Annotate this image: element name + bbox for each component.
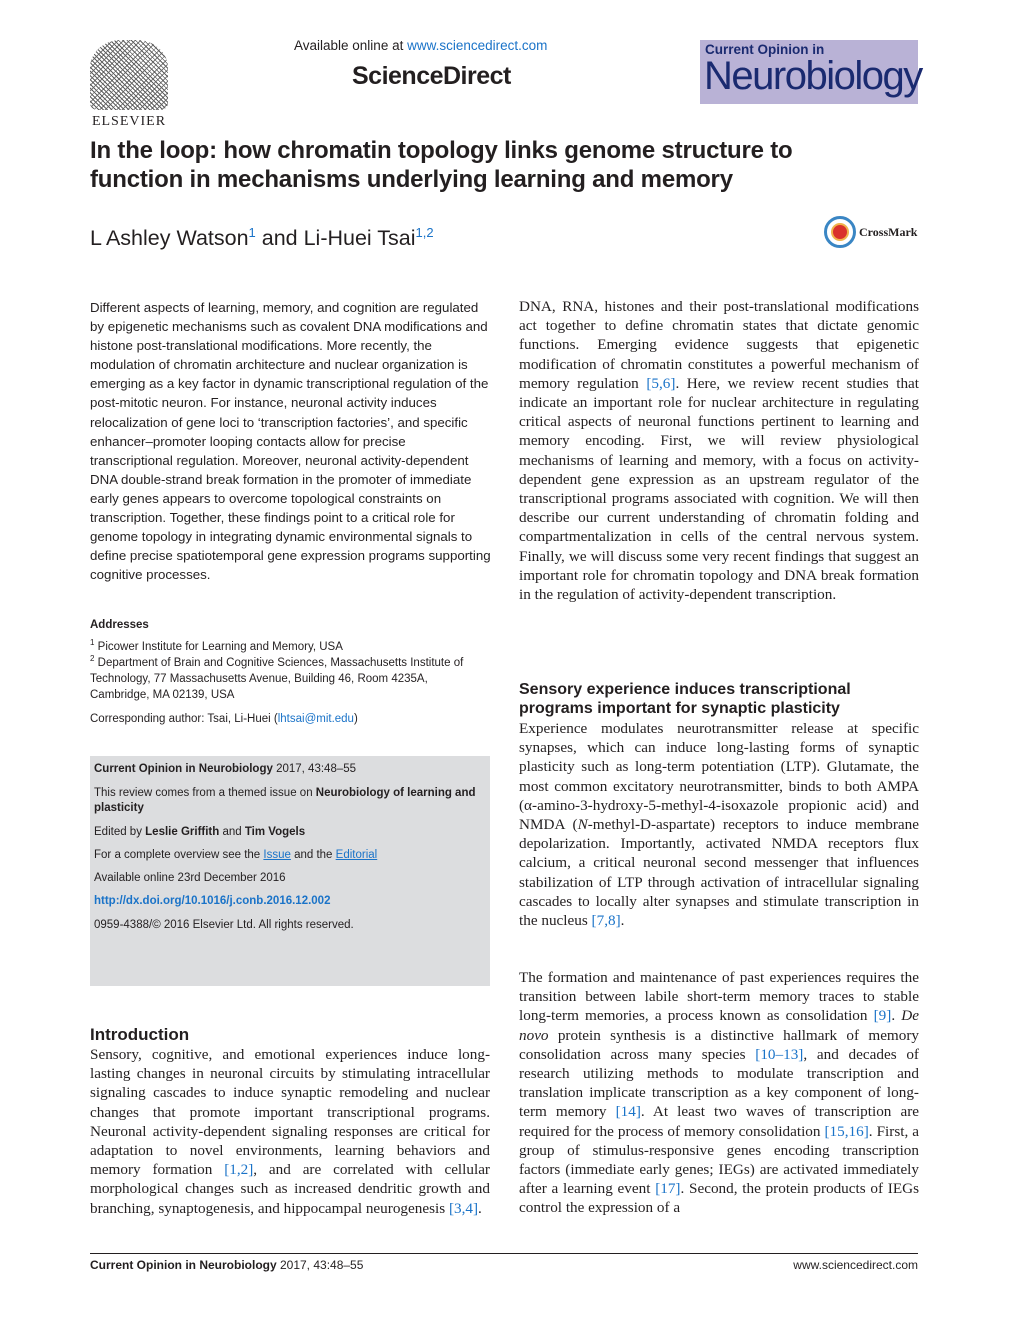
author-1: L Ashley Watson [90, 226, 249, 251]
address-2-text: Department of Brain and Cognitive Sciences, Massachusetts Institute of Technology, 77 Massachusetts Avenue, Building 46, Room 4235A, Cambridge, MA 02139, USA [90, 656, 464, 701]
info-editor-1: Leslie Griffith [145, 826, 220, 838]
address-1-num: 1 [90, 638, 95, 647]
right-paragraph-3 [519, 968, 919, 1218]
authors [90, 225, 434, 251]
crossmark-label: CrossMark [859, 224, 918, 239]
info-doi [94, 894, 486, 909]
introduction-paragraph [90, 1045, 490, 1218]
article-info-box [90, 756, 490, 986]
info-themed-issue: Neurobiology of learning and plasticity [94, 787, 476, 814]
corresponding-author [90, 713, 358, 725]
right-p3-italic: De novo [519, 1007, 919, 1044]
doi-link[interactable]: http://dx.doi.org/10.1016/j.conb.2016.12.002 [94, 895, 331, 907]
right-p2-italic: N [577, 816, 588, 834]
article-title: In the loop: how chromatin topology links genome structure to function in mechanisms underlying learning and memory [90, 137, 793, 193]
issue-link[interactable]: Issue [263, 849, 291, 861]
crossmark-button[interactable] [824, 216, 917, 248]
journal-logo-top: Current Opinion in [705, 42, 825, 57]
right-p3-text-d: , and decades of research utilizing methods to modulate transcription and translation implicate transcription as a key component of long-term memory [519, 1045, 919, 1121]
author-2-affiliation[interactable]: 1,2 [415, 225, 434, 240]
citation-link[interactable]: [9] [873, 1007, 892, 1025]
intro-text-2: , and are correlated with cellular morphological changes such as increased dendritic growth and branching, synaptogenesis, and hippocampal neurogenesis [90, 1161, 490, 1217]
footer-citation-text: 2017, 43:48–55 [276, 1258, 364, 1272]
info-available: Available online 23rd December 2016 [94, 872, 286, 884]
intro-text-3: . [478, 1199, 482, 1217]
right-p1-text-a: DNA, RNA, histones and their post-translational modifications act together to define chromatin states that dictate genomic functions. Emerging evidence suggests that epigenetic modification of chromatin constitutes a powerful mechanism of memory regulation [519, 298, 919, 392]
info-copyright: 0959-4388/© 2016 Elsevier Ltd. All rights reserved. [94, 919, 354, 931]
intro-text-1: Sensory, cognitive, and emotional experiences induce long-lasting changes in neuronal circuits by stimulating intracellular signaling cascades to induce synaptic remodeling and nuclear changes that promote important transcriptional programs. Neuronal activity-dependent signaling responses are critical for adaptation to novel environments, learning behaviors and memory formation [90, 1046, 490, 1179]
info-citation [94, 762, 486, 777]
corr-email-link[interactable]: lhtsai@mit.edu [277, 713, 354, 725]
right-p2-text-c: . [620, 912, 625, 930]
right-p2-text-a: Experience modulates neurotransmitter release at specific synapses, which can induce long-lasting forms of synaptic plasticity such as long-term potentiation (LTP). Glutamate, the most common excitatory neurotransmitter, binds to both AMPA (α-amino-3-hydroxy-5-methyl-4-isoxazole propionic acid) and NMDA ( [519, 720, 919, 834]
citation-link[interactable]: [3,4] [448, 1199, 479, 1217]
right-p2-text-b: -methyl-D-aspartate) receptors to induce membrane depolarization. Importantly, activated NMDA receptors flux calcium, a critical neuronal second messenger that influences stabilization of LTP through activation of intracellular signaling cascades to locally alter synapses and stimulate transcription in the nucleus [519, 816, 919, 930]
info-themed [94, 786, 486, 816]
address-1-text: Picower Institute for Learning and Memory, USA [97, 640, 343, 653]
info-themed-prefix: This review comes from a themed issue on [94, 787, 316, 799]
address-2 [90, 651, 490, 703]
citation-link[interactable]: [14] [615, 1103, 641, 1121]
info-overview-and: and the [290, 849, 336, 861]
author-2: and Li-Huei Tsai [255, 226, 416, 251]
available-online [294, 38, 547, 53]
citation-link[interactable]: [17] [655, 1180, 681, 1198]
citation-link[interactable]: [1,2] [224, 1161, 254, 1179]
journal-logo [700, 40, 922, 104]
sciencedirect-brand: ScienceDirect [352, 62, 511, 90]
available-prefix: Available online at [294, 38, 408, 53]
publisher-name: ELSEVIER [91, 114, 167, 129]
section-heading: Sensory experience induces transcriptional programs important for synaptic plasticity [519, 681, 851, 717]
footer-divider [90, 1253, 918, 1254]
info-overview [94, 848, 486, 863]
footer-url[interactable]: www.sciencedirect.com [793, 1258, 918, 1272]
right-paragraph-1 [519, 297, 919, 604]
right-p3-text-e: . At least two waves of transcription are required for the process of memory consolidation [519, 1103, 919, 1140]
right-p3-text-c: protein synthesis is a distinctive hallmark of memory consolidation across many species [519, 1026, 919, 1063]
corr-prefix: Corresponding author: Tsai, Li-Huei ( [90, 713, 278, 725]
right-p3-text-b: . [891, 1007, 902, 1025]
right-p3-text-g: . Second, the protein products of IEGs control the expression of a [519, 1180, 919, 1217]
author-1-affiliation[interactable]: 1 [248, 225, 256, 240]
citation-link[interactable]: [15,16] [824, 1122, 869, 1140]
address-2-num: 2 [90, 654, 95, 663]
info-overview-prefix: For a complete overview see the [94, 849, 264, 861]
abstract: Different aspects of learning, memory, and cognition are regulated by epigenetic mechanisms such as covalent DNA modifications and histone post-translational modifications. More recently, the modulation of chromatin architecture and nuclear organization is emerging as a key factor in dynamic transcriptional regulation of the post-mitotic neuron. For instance, neuronal activity induces relocalization of gene loci to ‘transcription factories’, and specific enhancer–promoter looping contacts allow for precise transcriptional regulation. Moreover, neuronal activity-dependent DNA double-strand break formation in the promoter of immediate early genes appears to overcome topological constraints on transcription. Together, these findings point to a critical role for genome topology in integrating dynamic environmental signals to define precise spatiotemporal gene expression programs supporting cognitive processes. [90, 300, 491, 583]
elsevier-logo [88, 40, 170, 128]
citation-link[interactable]: [10–13] [755, 1045, 804, 1063]
info-journal: Current Opinion in Neurobiology [94, 763, 273, 775]
info-edited-prefix: Edited by [94, 826, 146, 838]
introduction-heading: Introduction [90, 1025, 190, 1044]
info-editors [94, 825, 486, 840]
right-paragraph-2 [519, 719, 919, 930]
corr-suffix: ) [353, 713, 358, 725]
info-editor-2: Tim Vogels [244, 826, 306, 838]
footer-journal: Current Opinion in Neurobiology [90, 1258, 277, 1272]
info-editor-and: and [219, 826, 245, 838]
info-citation-text: 2017, 43:48–55 [272, 763, 357, 775]
right-p1-text-b: . Here, we review recent studies that indicate an important role for nuclear architecture in regulating critical aspects of neuronal functions pertinent to learning and memory encoding. First, we will review physiological mechanisms of learning and memory, with a focus on activity-dependent gene expression as an upstream regulator of the transcriptional programs associated with cognition. We will then describe our current understanding of chromatin folding and compartmentalization in cells of the central nervous system. Finally, we will discuss some very recent findings that suggest an important role for chromatin topology and DNA break formation in the regulation of activity-dependent transcription. [519, 374, 920, 604]
footer-citation [90, 1258, 363, 1272]
crossmark-icon [824, 216, 856, 248]
right-p3-text-f: . First, a group of stimulus-responsive genes encoding transcription factors (immediate early genes; IEGs) are activated immediately after a learning event [519, 1122, 919, 1198]
sciencedirect-link[interactable]: www.sciencedirect.com [407, 38, 548, 53]
journal-logo-main: Neurobiology [704, 54, 922, 98]
addresses-heading: Addresses [90, 619, 149, 631]
elsevier-tree-icon [90, 40, 168, 110]
editorial-link[interactable]: Editorial [335, 849, 378, 861]
citation-link[interactable]: [5,6] [646, 374, 676, 392]
right-p3-text-a: The formation and maintenance of past experiences requires the transition between labile short-term memory traces to stable long-term memories, a process known as consolidation [519, 969, 919, 1025]
citation-link[interactable]: [7,8] [591, 912, 621, 930]
